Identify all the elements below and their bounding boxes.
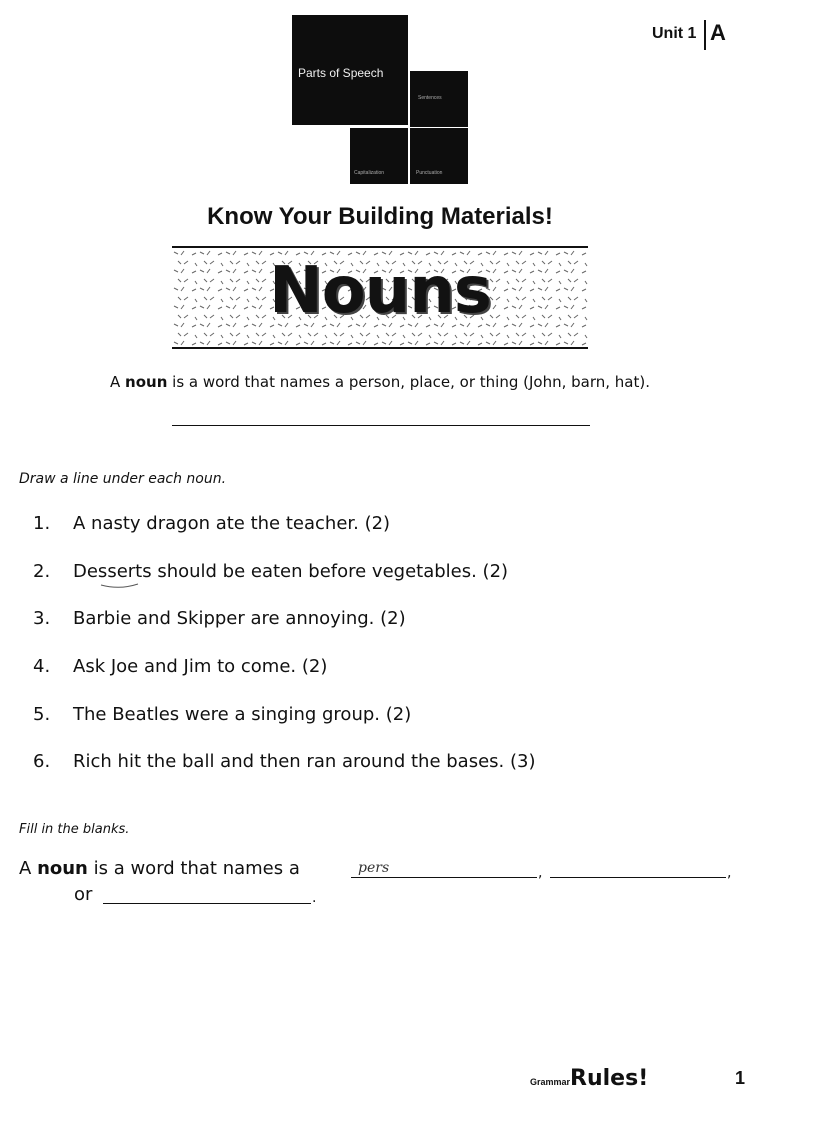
- fill-in-sentence: [19, 858, 300, 879]
- item-number: 1.: [33, 513, 51, 534]
- blank-1[interactable]: [351, 877, 537, 878]
- page-number: 1: [735, 1068, 746, 1088]
- page-title: Know Your Building Materials!: [207, 203, 553, 230]
- fill-term: noun: [37, 858, 88, 879]
- brand-big: Rules!: [570, 1066, 649, 1091]
- logo-small-text: Capitalization: [354, 170, 385, 176]
- exercise-item: [33, 561, 508, 582]
- banner-bottom-rule: [172, 347, 588, 349]
- item-number: 3.: [33, 608, 51, 629]
- handwritten-answer: pers: [358, 860, 390, 876]
- period: .: [312, 890, 317, 906]
- item-text: Barbie and Skipper are annoying. (2): [73, 608, 406, 629]
- logo-block-capitalization: [350, 128, 408, 184]
- exercise-item: [33, 608, 406, 629]
- item-number: 4.: [33, 656, 51, 677]
- unit-divider: [704, 20, 706, 50]
- exercise-item: [33, 513, 390, 534]
- item-text: Rich hit the ball and then ran around the bases. (3): [73, 751, 536, 772]
- banner-top-rule: [172, 246, 588, 248]
- logo-block-punctuation: [410, 128, 468, 184]
- logo-main-text: Parts of Speech: [298, 66, 384, 80]
- fill-text: is a word that names a: [93, 858, 300, 879]
- unit-number: Unit 1: [652, 25, 697, 42]
- item-text: Ask Joe and Jim to come. (2): [73, 656, 328, 677]
- definition-prefix: A: [109, 373, 121, 391]
- item-text: Desserts should be eaten before vegetables. (2): [73, 561, 509, 582]
- item-text: A nasty dragon ate the teacher. (2): [73, 513, 391, 534]
- item-number: 5.: [33, 704, 51, 725]
- or-label: or: [74, 884, 93, 905]
- comma: ,: [727, 865, 732, 881]
- fill-prefix: A: [19, 858, 32, 879]
- exercise-item: [33, 656, 327, 677]
- item-number: 6.: [33, 751, 51, 772]
- definition-term: noun: [125, 373, 168, 391]
- blank-3[interactable]: [103, 903, 311, 904]
- item-number: 2.: [33, 561, 51, 582]
- pencil-underline-mark: [100, 582, 140, 590]
- definition-rule: [172, 425, 590, 426]
- exercise-item: [33, 751, 535, 772]
- definition-line: [0, 373, 760, 391]
- logo-small-text: Sentences: [418, 95, 442, 101]
- footer-brand: [530, 1066, 648, 1091]
- unit-letter: A: [710, 20, 726, 45]
- blank-2[interactable]: [550, 877, 726, 878]
- brand-small: Grammar: [530, 1077, 571, 1087]
- section1-instruction: Draw a line under each noun.: [19, 471, 227, 487]
- banner-word: Nouns: [269, 254, 491, 328]
- definition-text: is a word that names a person, place, or thing (John, barn, hat).: [172, 373, 650, 391]
- logo-block-sentences: [410, 71, 468, 127]
- comma: ,: [538, 865, 543, 881]
- logo-block-main: [292, 15, 408, 125]
- logo-small-text: Punctuation: [416, 170, 443, 176]
- section2-instruction: Fill in the blanks.: [19, 822, 130, 837]
- item-text: The Beatles were a singing group. (2): [73, 704, 412, 725]
- exercise-item: [33, 704, 411, 725]
